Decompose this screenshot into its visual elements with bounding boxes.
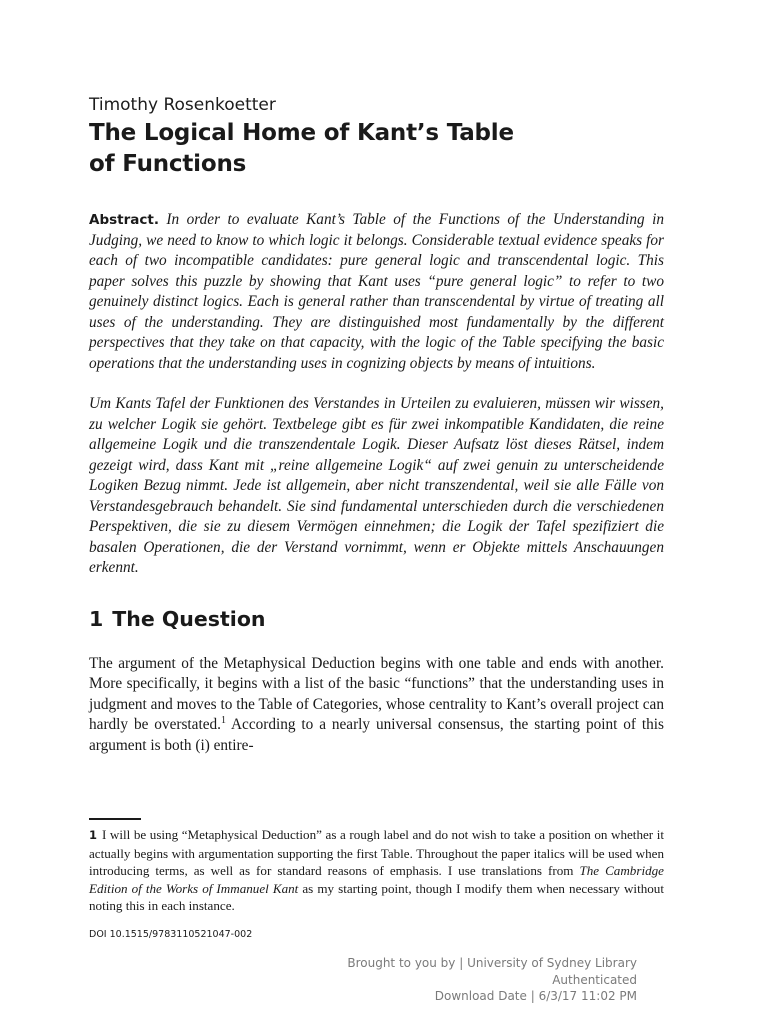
- paragraph-text-part-1: The argument of the Metaphysical Deduction begins with one table and ends with another. More specifically, it begins with a list of the basic “functions” that the understanding uses in judgment and moves to the Table of Categories, whose centrality to Kant’s overall project can hardly be overstated.: [89, 654, 664, 733]
- footnote-text-part-1: I will be using “Metaphysical Deduction” as a rough label and do not wish to take a position on whether it actually begins with argumentation supporting the first Table. Throughout the paper italics will be used when introducing terms, as well as for standard reasons of emphasis. I use translations from: [89, 827, 664, 878]
- paper-title-line-1: The Logical Home of Kant’s Table: [89, 120, 514, 146]
- section-paragraph: [89, 654, 664, 757]
- abstract-english-text: In order to evaluate Kant’s Table of the Functions of the Understanding in Judging, we need to know to which logic it belongs. Considerable textual evidence speaks for each of two incompatible candidates: pure general logic and transcendental logic. This paper solves this puzzle by showing that Kant uses “pure general logic” to refer to two genuinely distinct logics. Each is general rather than transcendental by virtue of treating all uses of the understanding. They are distinguished most fundamentally by the different perspectives that they take on that capacity, with the logic of the Table specifying the basic operations that the understanding uses in cognizing objects by means of intuitions.: [89, 211, 664, 372]
- access-stamp-line-1: Brought to you by | University of Sydney Library: [347, 956, 637, 970]
- section-title: The Question: [112, 606, 266, 631]
- footnote: [89, 826, 664, 915]
- footnote-number: 1: [89, 828, 98, 842]
- footnote-text-part-2: as my starting point, though I modify them when necessary without noting this in each instance.: [89, 880, 664, 913]
- abstract-english: [89, 210, 664, 374]
- paragraph-text-part-2: According to a nearly universal consensus, the starting point of this argument is both (i) entire-: [89, 716, 664, 754]
- footnote-cited-title: The Cambridge Edition of the Works of Immanuel Kant: [89, 863, 664, 896]
- abstract-label: Abstract.: [89, 212, 159, 228]
- author-name: Timothy Rosenkoetter: [89, 95, 276, 115]
- abstract-german: Um Kants Tafel der Funktionen des Verstandes in Urteilen zu evaluieren, müssen wir wissen, zu welcher Logik sie gehört. Textbelege gibt es für zwei inkompatible Kandidaten, die reine allgemeine Logik und die transzendentale Logik. Dieser Aufsatz löst dieses Rätsel, indem gezeigt wird, dass Kant mit „reine allgemeine Logik“ auf zwei genuin zu unterscheidende Logiken Bezug nimmt. Jede ist allgemein, aber nicht transzendental, weil sie alle Fälle von Verstandesgebrauch behandelt. Sie sind fundamental unterschieden durch die verschiedenen Perspektiven, die sie zu diesem Vermögen einnehmen; die Logik der Tafel spezifiziert die basalen Operationen, die der Verstand vornimmt, wenn er Objekte mittels Anschauungen erkennt.: [89, 395, 664, 576]
- access-stamp: [347, 955, 637, 1005]
- section-number: 1: [89, 606, 104, 631]
- access-stamp-line-3: Download Date | 6/3/17 11:02 PM: [434, 989, 637, 1003]
- doi-line: DOI 10.1515/9783110521047-002: [89, 929, 253, 940]
- footnote-divider: [89, 818, 141, 820]
- paper-page: [89, 94, 664, 756]
- paper-title-line-2: of Functions: [89, 151, 247, 177]
- access-stamp-line-2: Authenticated: [552, 972, 637, 987]
- section-heading: [89, 605, 664, 633]
- footnote-reference[interactable]: 1: [220, 714, 226, 726]
- paper-title: [89, 118, 664, 180]
